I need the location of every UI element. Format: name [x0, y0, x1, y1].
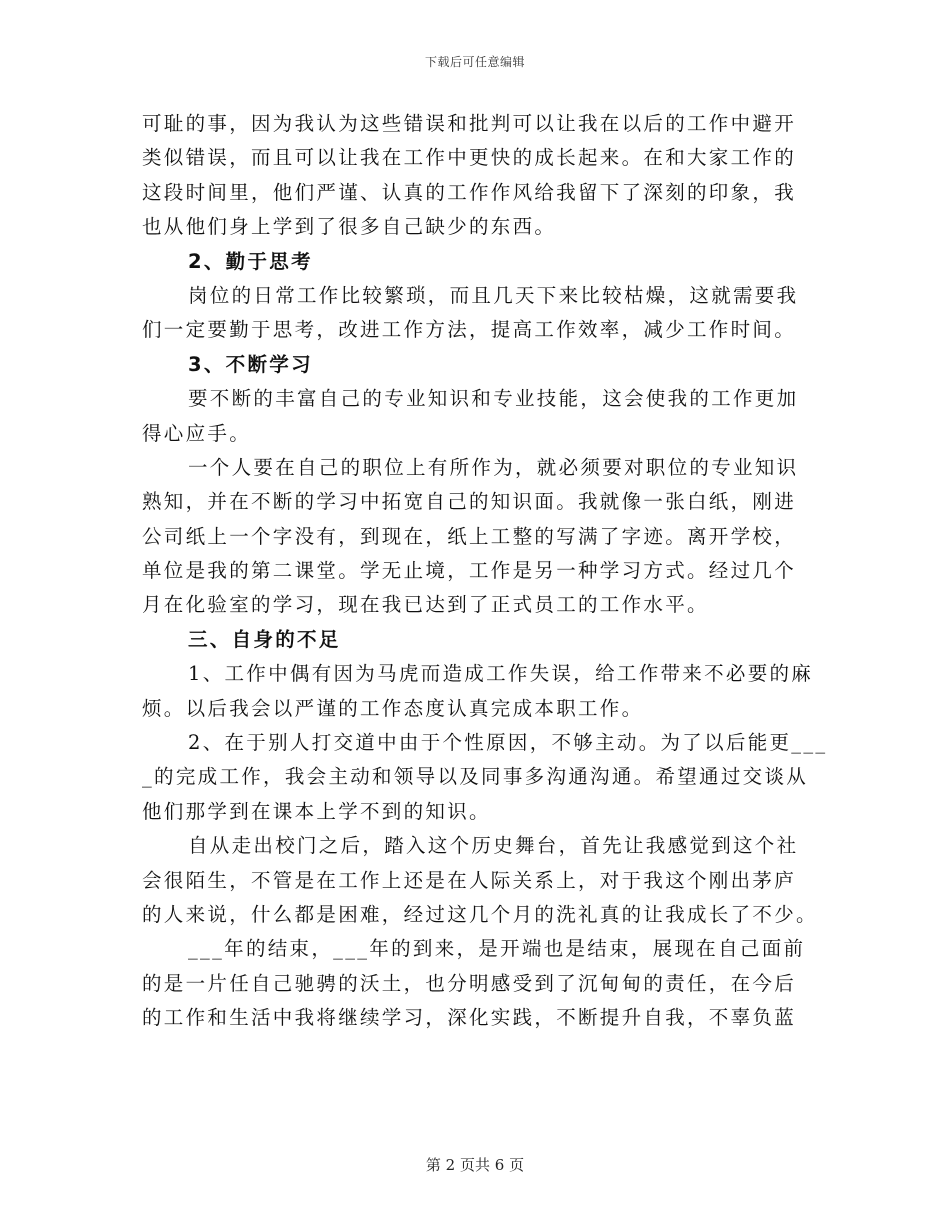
text-line: 这段时间里，他们严谨、认真的工作作风给我留下了深刻的印象，我 — [142, 180, 797, 204]
section-heading: 三、自身的不足 — [188, 627, 341, 651]
text-line: 可耻的事，因为我认为这些错误和批判可以让我在以后的工作中避开 — [142, 112, 797, 135]
text-line: 的人来说，什么都是困难，经过这几个月的洗礼真的让我成长了不少。 — [142, 902, 818, 926]
text-line: 要不断的丰富自己的专业知识和专业技能，这会使我的工作更加 — [188, 387, 799, 411]
text-line: 2、在于别人打交道中由于个性原因，不够主动。为了以后能更___ — [188, 731, 828, 755]
text-line: 月在化验室的学习，现在我已达到了正式员工的工作水平。 — [142, 593, 709, 617]
text-line: 的是一片任自己驰骋的沃土，也分明感受到了沉甸甸的责任，在今后 — [142, 971, 797, 995]
text-line: 类似错误，而且可以让我在工作中更快的成长起来。在和大家工作的 — [142, 146, 797, 170]
text-line: 单位是我的第二课堂。学无止境，工作是另一种学习方式。经过几个 — [142, 559, 797, 583]
page-footer: 第 2 页共 6 页 — [425, 1156, 525, 1174]
text-line: 们一定要勤于思考，改进工作方法，提高工作效率，减少工作时间。 — [142, 318, 797, 342]
text-line: 也从他们身上学到了很多自己缺少的东西。 — [142, 215, 557, 239]
text-line: _的完成工作，我会主动和领导以及同事多沟通沟通。希望通过交谈从 — [142, 765, 809, 789]
page-header: 下载后可任意编辑 — [424, 55, 525, 69]
text-line: 熟知，并在不断的学习中拓宽自己的知识面。我就像一张白纸，刚进 — [142, 490, 797, 514]
text-line: 会很陌生，不管是在工作上还是在人际关系上，对于我这个刚出茅庐 — [142, 868, 797, 892]
text-line: 的工作和生活中我将继续学习，深化实践，不断提升自我，不辜负蓝 — [142, 1006, 797, 1030]
text-line: 烦。以后我会以严谨的工作态度认真完成本职工作。 — [142, 696, 644, 720]
text-line: 岗位的日常工作比较繁琐，而且几天下来比较枯燥，这就需要我 — [188, 283, 799, 307]
text-line: 他们那学到在课本上学不到的知识。 — [142, 799, 491, 823]
text-line: 1、工作中偶有因为马虎而造成工作失误，给工作带来不必要的麻 — [188, 662, 814, 686]
section-heading: 2、勤于思考 — [188, 249, 313, 273]
text-line: 公司纸上一个字没有，到现在，纸上工整的写满了字迹。离开学校， — [142, 524, 797, 548]
section-heading: 3、不断学习 — [188, 352, 313, 376]
document-body — [142, 107, 828, 1036]
text-line: ___年的结束，___年的到来，是开端也是结束，展现在自己面前 — [188, 937, 806, 961]
text-line: 得心应手。 — [142, 421, 252, 445]
text-line: 自从走出校门之后，踏入这个历史舞台，首先让我感觉到这个社 — [188, 834, 799, 858]
text-line: 一个人要在自己的职位上有所作为，就必须要对职位的专业知识 — [188, 455, 799, 479]
